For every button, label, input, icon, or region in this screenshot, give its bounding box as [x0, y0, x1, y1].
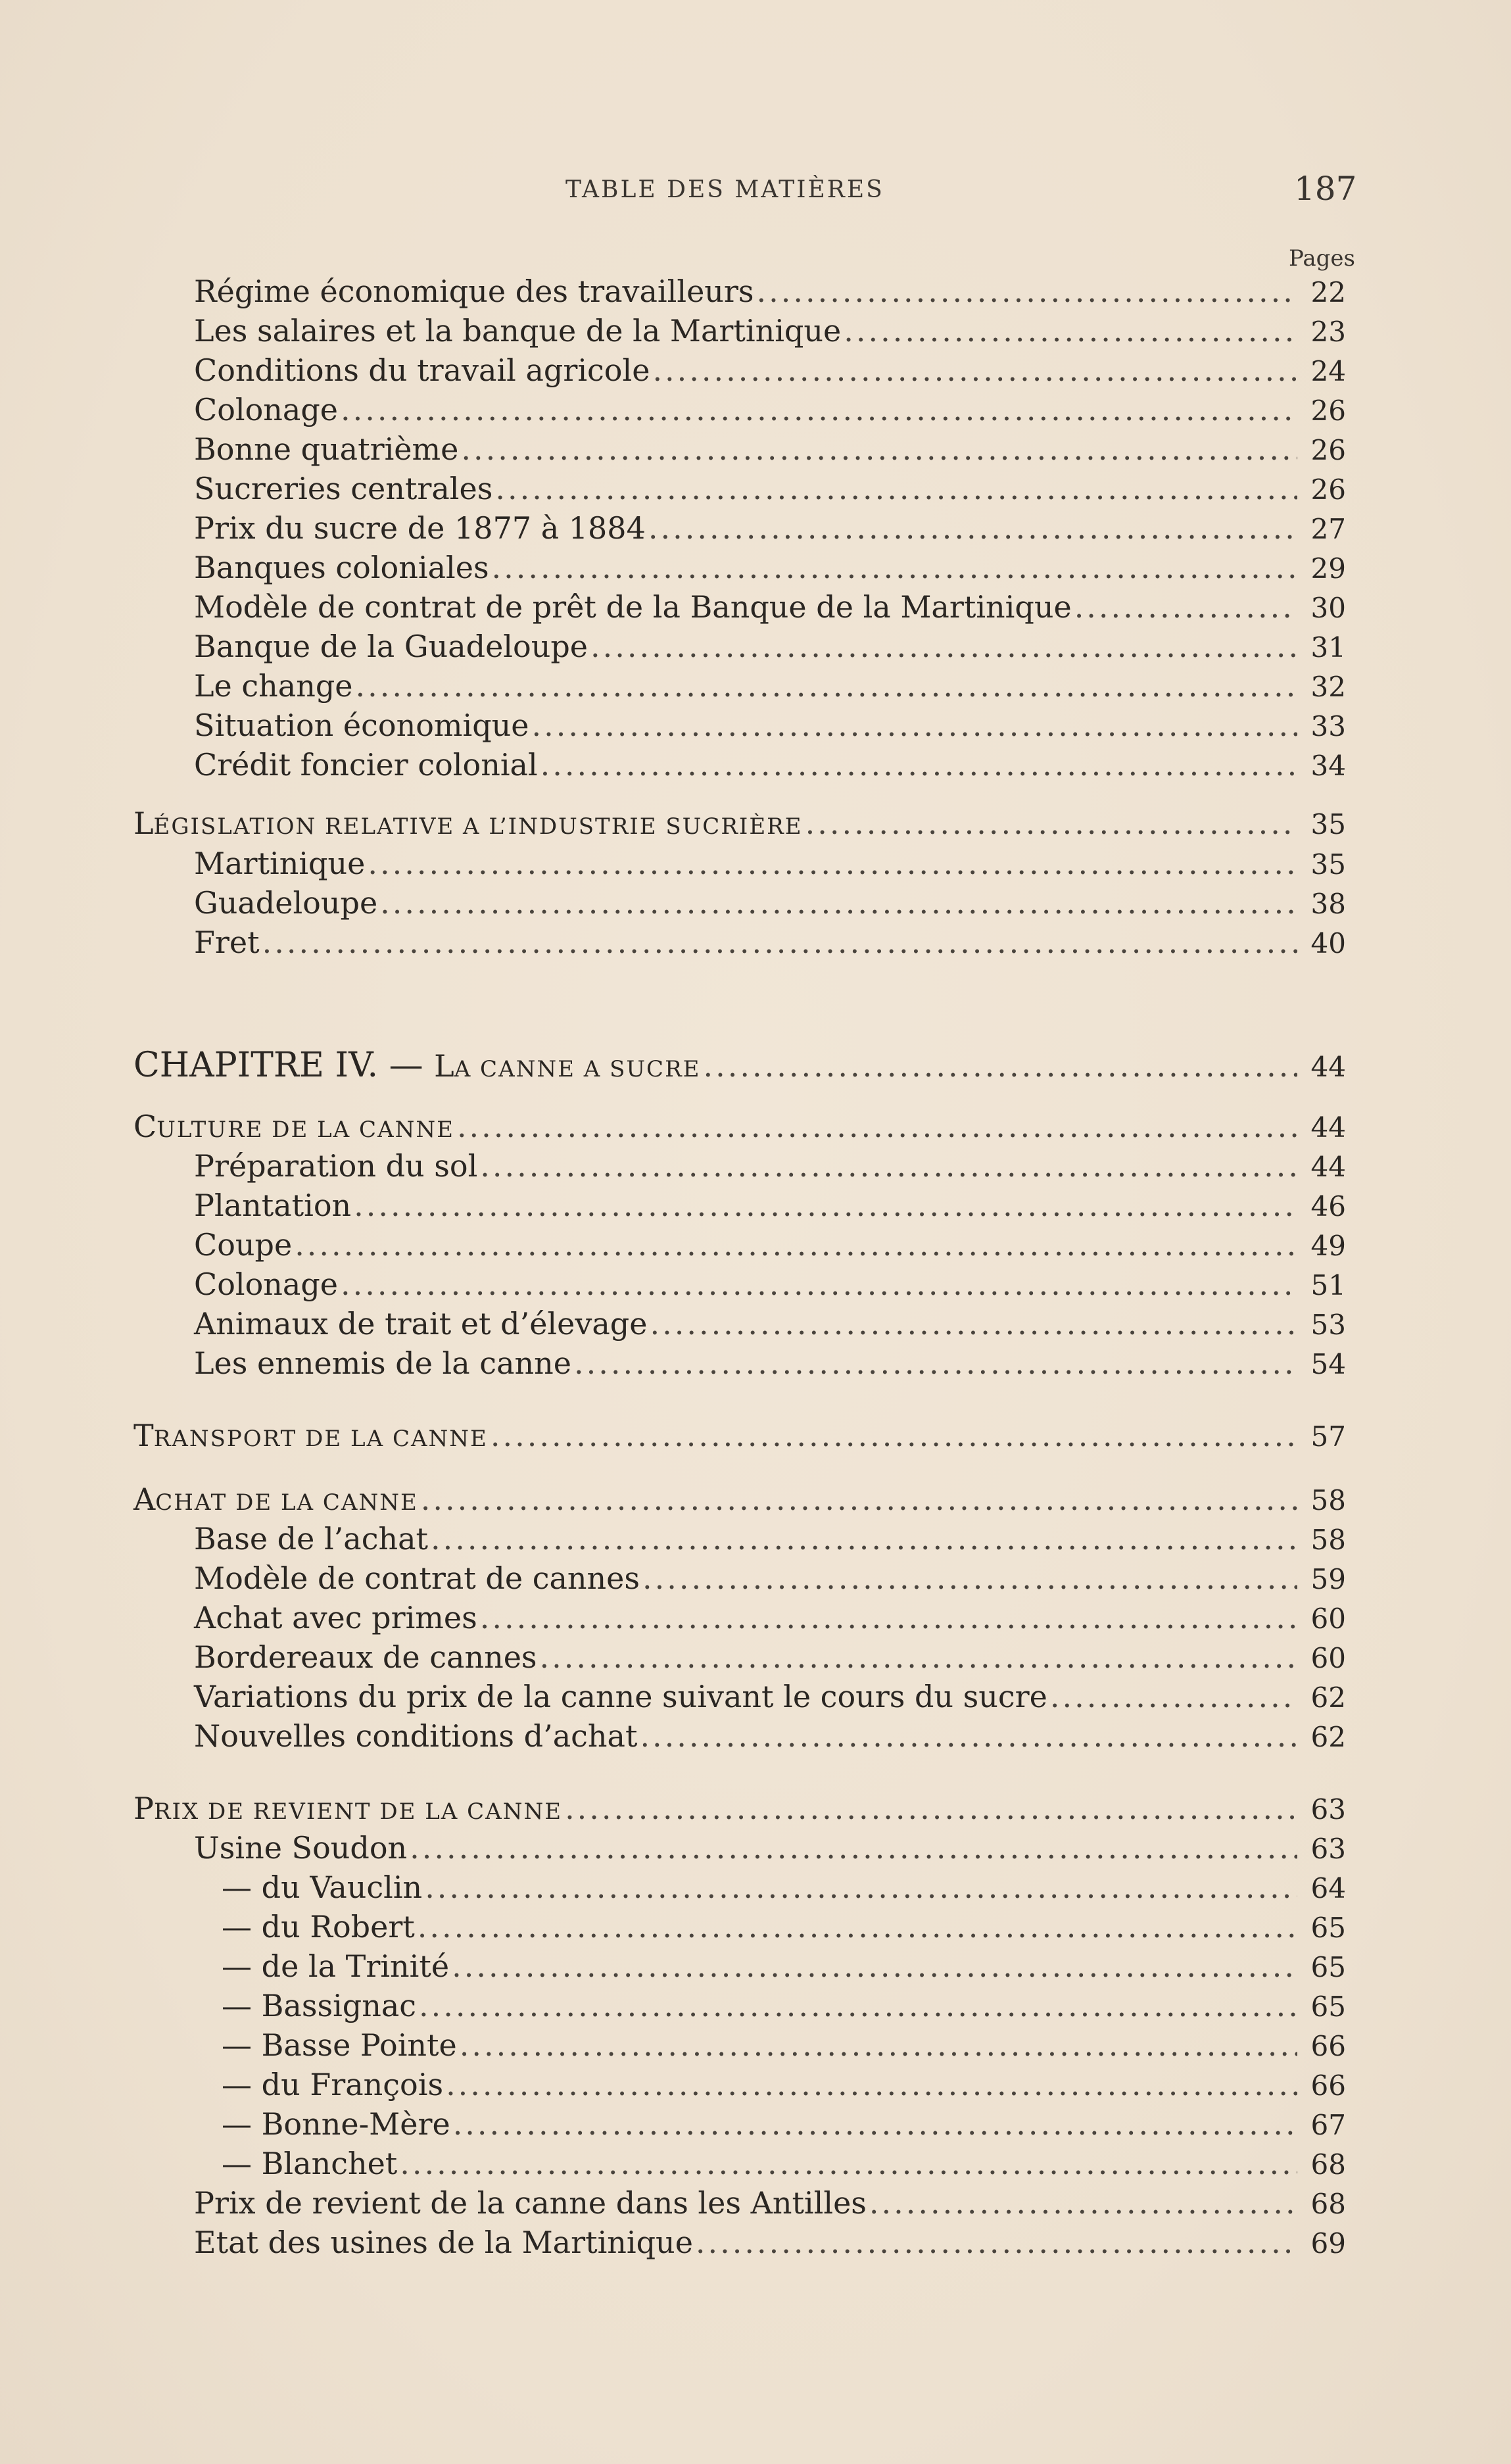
toc-entry	[194, 548, 1346, 587]
toc-entry	[194, 2223, 1346, 2262]
toc-entry-page: 35	[1310, 848, 1346, 881]
toc-entry-label: Colonage	[194, 1267, 339, 1302]
dot-leader	[425, 1868, 1297, 1907]
toc-entry-page: 51	[1310, 1269, 1346, 1301]
toc-entry-label: Modèle de contrat de prêt de la Banque de la Martinique	[194, 589, 1072, 625]
section-culture-title: CULTURE DE LA CANNE	[133, 1109, 454, 1144]
dot-leader	[341, 390, 1297, 429]
dot-leader	[565, 1789, 1297, 1828]
toc-entry	[194, 1716, 1346, 1756]
toc-entry	[222, 1986, 1346, 2025]
dot-leader	[640, 1716, 1297, 1756]
dot-leader	[461, 429, 1297, 469]
toc-entry	[194, 1677, 1346, 1716]
toc-entry	[194, 350, 1346, 390]
toc-entry-label: Les salaires et la banque de la Martinique	[194, 313, 842, 349]
toc-entry	[194, 1146, 1346, 1186]
dot-leader	[452, 1946, 1297, 1986]
toc-entry-page: 26	[1310, 434, 1346, 466]
dot-leader	[460, 2025, 1297, 2065]
toc-entry-label: Modèle de contrat de cannes	[194, 1560, 640, 1596]
section-transport-title: TRANSPORT DE LA CANNE	[133, 1418, 488, 1453]
toc-entry-label: — du Vauclin	[222, 1870, 423, 1905]
toc-entry	[194, 1265, 1346, 1304]
toc-entry-page: 54	[1310, 1348, 1346, 1380]
running-title: TABLE DES MATIÈRES	[565, 176, 884, 203]
toc-entry-page: 67	[1310, 2109, 1346, 2141]
toc-entry	[194, 666, 1346, 706]
toc-entry	[194, 1558, 1346, 1598]
toc-entry	[194, 508, 1346, 548]
toc-entry-page: 68	[1310, 2188, 1346, 2220]
chapter-title: CHAPITRE IV. — LA CANNE A SUCRE	[133, 1046, 701, 1085]
toc-entry-page: 57	[1310, 1420, 1346, 1453]
dot-leader	[356, 666, 1298, 706]
dot-leader	[642, 1558, 1297, 1598]
toc-entry-label: Achat avec primes	[194, 1600, 477, 1635]
chapter-heading	[133, 1046, 1346, 1085]
toc-entry-page: 53	[1310, 1309, 1346, 1341]
toc-entry-page: 68	[1310, 2148, 1346, 2181]
toc-entry-page: 63	[1310, 1833, 1346, 1865]
toc-entry-page: 66	[1310, 2069, 1346, 2102]
toc-entry-label: — de la Trinité	[222, 1948, 450, 1984]
toc-entry-page: 44	[1310, 1151, 1346, 1183]
toc-entry	[194, 587, 1346, 627]
toc-entry-label: — Basse Pointe	[222, 2027, 457, 2063]
dot-leader	[431, 1519, 1297, 1558]
toc-entry	[194, 627, 1346, 666]
toc-entry-label: Guadeloupe	[194, 885, 378, 921]
dot-leader	[418, 1907, 1297, 1946]
pages-column-label: Pages	[1289, 245, 1355, 272]
section-legislation-title: LÉGISLATION RELATIVE A L’INDUSTRIE SUCRIÈRE	[133, 806, 803, 841]
toc-entry-label: Colonage	[194, 392, 339, 427]
toc-section-heading	[133, 1789, 1346, 1828]
toc-entry-label: Prix de revient de la canne dans les Antilles	[194, 2185, 867, 2221]
dot-leader	[295, 1225, 1297, 1265]
toc-entry-page: 32	[1310, 671, 1346, 703]
toc-entry-label: Plantation	[194, 1188, 352, 1223]
toc-entry	[194, 745, 1346, 785]
toc-entry-label: Usine Soudon	[194, 1830, 408, 1866]
toc-entry	[194, 706, 1346, 745]
dot-leader	[380, 883, 1297, 923]
dot-leader	[453, 2104, 1297, 2144]
toc-entry-page: 62	[1310, 1721, 1346, 1753]
toc-entry	[194, 1343, 1346, 1383]
toc-section-heading	[133, 1480, 1346, 1519]
toc-entry	[194, 390, 1346, 429]
section-achat-title: ACHAT DE LA CANNE	[133, 1482, 418, 1517]
toc-entry-label: Préparation du sol	[194, 1148, 478, 1184]
toc-entry-label: Banques coloniales	[194, 550, 489, 585]
toc-entry-page: 30	[1310, 592, 1346, 624]
toc-entry-label: Coupe	[194, 1227, 293, 1263]
dot-leader	[446, 2065, 1297, 2104]
section-prix-title: PRIX DE REVIENT DE LA CANNE	[133, 1791, 563, 1826]
toc-entry-page: 65	[1310, 1912, 1346, 1944]
toc-entry-page: 60	[1310, 1642, 1346, 1674]
dot-leader	[354, 1186, 1297, 1225]
dot-leader	[869, 2183, 1297, 2223]
toc-entry-page: 66	[1310, 2030, 1346, 2062]
toc-entry-label: — Blanchet	[222, 2146, 398, 2181]
dot-leader	[1074, 587, 1297, 627]
toc-entry	[194, 883, 1346, 923]
toc-entry-page: 49	[1310, 1230, 1346, 1262]
dot-leader	[457, 1107, 1297, 1146]
toc-entry-label: Conditions du travail agricole	[194, 352, 650, 388]
toc-entry	[222, 2104, 1346, 2144]
toc-entry-label: — Bonne-Mère	[222, 2106, 450, 2142]
toc-entry	[194, 1828, 1346, 1868]
toc-entry-label: Variations du prix de la canne suivant le cours du sucre	[194, 1679, 1047, 1714]
toc-entry	[194, 1598, 1346, 1637]
dot-leader	[650, 1304, 1297, 1343]
toc-entry-label: Les ennemis de la canne	[194, 1345, 571, 1381]
toc-entry	[222, 2065, 1346, 2104]
toc-entry-page: 35	[1310, 808, 1346, 840]
dot-leader	[648, 508, 1297, 548]
dot-leader	[540, 1637, 1297, 1677]
toc-entry-page: 65	[1310, 1951, 1346, 1983]
toc-entry-page: 65	[1310, 1991, 1346, 2023]
dot-leader	[480, 1146, 1297, 1186]
page-number: 187	[1294, 170, 1357, 208]
toc-entry	[194, 1186, 1346, 1225]
toc-entry-page: 27	[1310, 513, 1346, 545]
toc-entry-page: 34	[1310, 750, 1346, 782]
toc-entry-page: 23	[1310, 316, 1346, 348]
toc-entry-label: Animaux de trait et d’élevage	[194, 1306, 648, 1341]
dot-leader	[757, 272, 1297, 311]
toc-entry-page: 58	[1310, 1484, 1346, 1516]
dot-leader	[532, 706, 1297, 745]
dot-leader	[844, 311, 1297, 350]
toc-entry-page: 33	[1310, 710, 1346, 742]
toc-entry-label: — du François	[222, 2067, 444, 2102]
toc-entry-label: — Bassignac	[222, 1988, 417, 2023]
toc-entry-page: 58	[1310, 1524, 1346, 1556]
dot-leader	[696, 2223, 1297, 2262]
toc-entry-label: Sucreries centrales	[194, 471, 493, 506]
dot-leader	[805, 804, 1297, 843]
toc-entry	[194, 1637, 1346, 1677]
toc-entry-page: 44	[1310, 1051, 1346, 1083]
toc-entry-label: Crédit foncier colonial	[194, 747, 538, 783]
toc-entry-label: Le change	[194, 668, 353, 704]
toc-entry	[194, 469, 1346, 508]
toc-entry	[194, 1225, 1346, 1265]
toc-entry-page: 60	[1310, 1603, 1346, 1635]
toc-entry-label: Nouvelles conditions d’achat	[194, 1718, 638, 1754]
dot-leader	[480, 1598, 1297, 1637]
toc-entry-page: 29	[1310, 552, 1346, 585]
dot-leader	[590, 627, 1297, 666]
toc-entry-page: 46	[1310, 1190, 1346, 1222]
dot-leader	[652, 350, 1297, 390]
toc-entry	[194, 923, 1346, 962]
toc-section-heading	[133, 804, 1346, 843]
toc-entry-label: Martinique	[194, 846, 366, 881]
dot-leader	[421, 1480, 1297, 1519]
dot-leader	[574, 1343, 1297, 1383]
toc-entry-page: 40	[1310, 927, 1346, 959]
toc-entry	[194, 844, 1346, 883]
toc-entry	[222, 1907, 1346, 1946]
toc-section-heading	[133, 1416, 1346, 1455]
toc-entry-label: Fret	[194, 925, 260, 960]
toc-entry-page: 22	[1310, 276, 1346, 308]
dot-leader	[368, 844, 1297, 883]
dot-leader	[492, 548, 1297, 587]
dot-leader	[704, 1046, 1298, 1086]
toc-entry-label: Régime économique des travailleurs	[194, 274, 754, 309]
toc-entry-page: 26	[1310, 473, 1346, 506]
toc-entry-label: Prix du sucre de 1877 à 1884	[194, 510, 646, 546]
dot-leader	[400, 2144, 1297, 2183]
toc-entry	[222, 1946, 1346, 1986]
toc-entry-page: 24	[1310, 355, 1346, 387]
dot-leader	[419, 1986, 1297, 2025]
toc-entry-page: 63	[1310, 1793, 1346, 1825]
toc-entry-page: 26	[1310, 395, 1346, 427]
dot-leader	[540, 745, 1297, 785]
dot-leader	[495, 469, 1297, 508]
toc-section-heading	[133, 1107, 1346, 1146]
toc-entry-label: Situation économique	[194, 708, 529, 743]
toc-entry-label: Bonne quatrième	[194, 431, 459, 467]
toc-entry-label: Bordereaux de cannes	[194, 1639, 537, 1675]
toc-entry-label: Etat des usines de la Martinique	[194, 2225, 693, 2260]
dot-leader	[410, 1828, 1297, 1868]
dot-leader	[1050, 1677, 1297, 1716]
toc-entry	[194, 272, 1346, 311]
toc-entry-label: Base de l’achat	[194, 1521, 429, 1557]
toc-entry	[222, 2144, 1346, 2183]
dot-leader	[341, 1265, 1297, 1304]
toc-entry	[194, 1304, 1346, 1343]
toc-entry	[194, 1519, 1346, 1558]
toc-entry	[194, 2183, 1346, 2223]
toc-entry-page: 31	[1310, 631, 1346, 664]
dot-leader	[491, 1416, 1297, 1455]
toc-entry-page: 44	[1310, 1111, 1346, 1144]
toc-entry-label: — du Robert	[222, 1909, 415, 1945]
toc-entry-page: 69	[1310, 2227, 1346, 2259]
toc-entry-page: 64	[1310, 1872, 1346, 1904]
toc-entry	[194, 311, 1346, 350]
toc-entry-page: 59	[1310, 1563, 1346, 1595]
dot-leader	[262, 923, 1297, 962]
toc-entry	[222, 1868, 1346, 1907]
toc-entry-page: 38	[1310, 888, 1346, 920]
toc-entry	[194, 429, 1346, 469]
toc-entry-page: 62	[1310, 1681, 1346, 1714]
toc-entry-label: Banque de la Guadeloupe	[194, 629, 588, 664]
toc-entry	[222, 2025, 1346, 2065]
